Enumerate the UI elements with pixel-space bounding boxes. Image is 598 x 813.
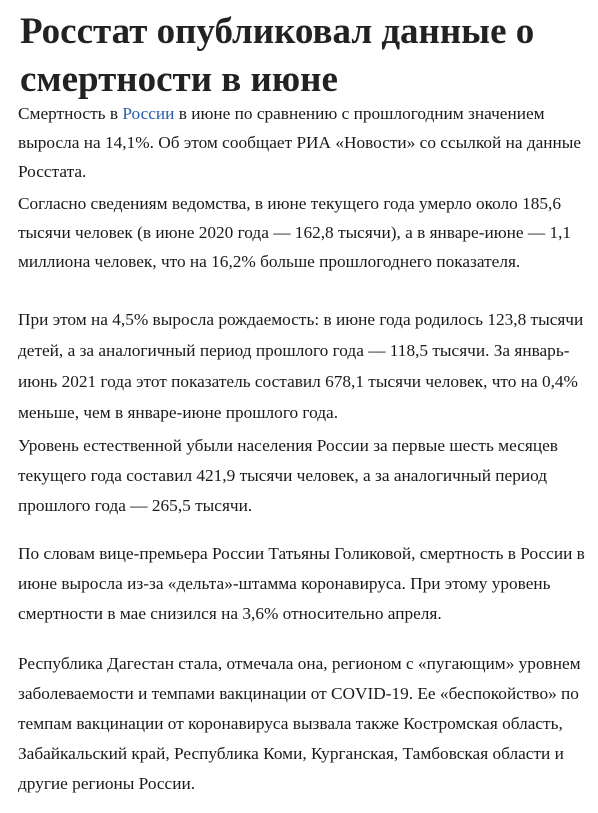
- lead-text-before: Смертность в: [18, 104, 123, 123]
- article-title: Росстат опубликовал данные о смертности в июне: [20, 11, 535, 100]
- paragraph-population-decline: Уровень естественной убыли населения России за первые шесть месяцев текущего года составил 421,9 тысячи человек, а за аналогичный период прошлого года — 265,5 тысячи.: [18, 436, 558, 515]
- lead-paragraph: [18, 99, 590, 186]
- paragraph-golikova-quote: По словам вице-премьера России Татьяны Голиковой, смертность в России в июне выросла из-за «дельта»-штамма коронавируса. При этому уровень смертности в мае снизился на 3,6% относительно апреля.: [18, 544, 585, 623]
- paragraph-births: При этом на 4,5% выросла рождаемость: в июне года родилось 123,8 тысячи детей, а за аналогичный период прошлого года — 118,5 тысячи. За январь-июнь 2021 года этот показатель составил 678,1 тысячи человек, что на 0,4% меньше, чем в январе-июне прошлого года.: [18, 310, 584, 422]
- lead-text-after: в июне по сравнению с прошлогодним значением выросла на 14,1%. Об этом сообщает РИА «Новости» со ссылкой на данные Росстата.: [18, 104, 582, 181]
- paragraph-regions: Республика Дагестан стала, отмечала она, регионом с «пугающим» уровнем заболеваемости и темпами вакцинации от COVID-19. Ее «беспокойство» по темпам вакцинации от коронавируса вызвала также Костромская область, Забайкальский край, Республика Коми, Курганская, Тамбовская области и другие регионы России.: [18, 654, 581, 793]
- paragraph-deaths: Согласно сведениям ведомства, в июне текущего года умерло около 185,6 тысячи человек (в июне 2020 года — 162,8 тысячи), а в январе-июне — 1,1 миллиона человек, что на 16,2% больше прошлогоднего показателя.: [18, 194, 572, 271]
- russia-link[interactable]: России: [122, 104, 175, 123]
